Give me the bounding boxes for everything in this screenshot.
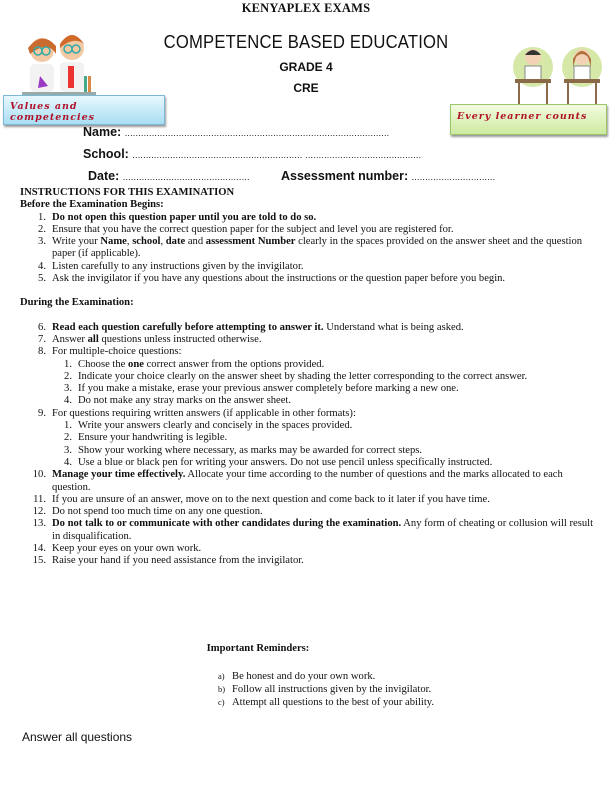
item-text-bold: Read each question carefully before attempting to answer it. [52, 321, 324, 333]
item-text [52, 518, 600, 543]
item-text-bold: date [165, 236, 186, 248]
reminder-text: Be honest and do your own work. [232, 671, 376, 682]
item-number: 3. [38, 236, 46, 248]
assessment-label: Assessment number: [281, 169, 409, 183]
item-text-bold: assessment Number [205, 236, 296, 248]
before-exam-list [20, 212, 600, 286]
assessment-number-field[interactable] [281, 169, 495, 183]
item-text [78, 395, 600, 407]
reminders-list [218, 670, 434, 709]
instruction-item [20, 469, 600, 494]
item-text-bold: Name [100, 236, 127, 248]
school-field[interactable] [83, 147, 421, 161]
item-text-segment: correct answer from the options provided. [143, 358, 325, 370]
item-text [52, 322, 600, 334]
item-text [78, 432, 600, 444]
item-number: 4. [38, 260, 46, 272]
item-text-segment: Do not make any stray marks on the answer sheet. [78, 395, 291, 407]
item-text-segment: Keep your eyes on your own work. [52, 543, 202, 555]
item-text [52, 236, 600, 261]
item-text-segment: Do not spend too much time on any one question. [52, 506, 263, 518]
item-text-segment: Ensure your handwriting is legible. [78, 432, 228, 444]
item-number: 1. [64, 420, 72, 432]
item-number: 13. [32, 518, 46, 530]
item-number: 2. [64, 432, 72, 444]
item-text [52, 494, 600, 506]
reminder-letter: a) [218, 671, 225, 681]
item-text-segment: questions unless instructed otherwise. [98, 333, 262, 345]
item-text-segment: Show your working where necessary, as marks may be awarded for correct steps. [78, 444, 423, 456]
instruction-item [20, 555, 600, 567]
item-text-segment: If you make a mistake, erase your previous answer completely before marking a new one. [78, 383, 459, 395]
reminder-item [218, 670, 434, 683]
item-number: 1. [38, 211, 46, 223]
grade-label: GRADE 4 [279, 60, 333, 74]
item-text-segment: Ensure that you have the correct question paper for the subject and level you are registered for. [52, 223, 454, 235]
sub-instruction-item [20, 371, 600, 383]
item-text [52, 261, 600, 273]
instruction-item [20, 212, 600, 224]
item-number: 7. [38, 333, 46, 345]
item-text [52, 212, 600, 224]
reminder-item [218, 683, 434, 696]
during-exam-list [20, 322, 600, 568]
item-text-segment: , [126, 236, 133, 248]
sub-instruction-item [20, 457, 600, 469]
date-blank: ............................................... [122, 172, 250, 182]
instruction-item [20, 236, 600, 261]
item-text [52, 543, 600, 555]
item-number: 2. [38, 223, 46, 235]
brand-heading: KENYAPLEX EXAMS [241, 1, 371, 15]
item-text-segment: Answer [52, 333, 88, 345]
subject-label: CRE [293, 81, 319, 95]
item-text [52, 224, 600, 236]
instruction-item [20, 543, 600, 555]
assessment-blank: ............................... [411, 172, 496, 182]
instruction-item [20, 346, 600, 358]
page-title: COMPETENCE BASED EDUCATION [163, 31, 449, 52]
item-number: 3. [64, 383, 72, 395]
sub-instruction-item [20, 445, 600, 457]
instructions-section [20, 187, 600, 568]
item-text [52, 273, 600, 285]
item-text [78, 371, 600, 383]
item-text [52, 408, 600, 420]
during-exam-heading: During the Examination: [20, 297, 134, 309]
item-text [78, 383, 600, 395]
item-text [78, 420, 600, 432]
item-text [52, 346, 600, 358]
item-text-segment: Write your [52, 236, 101, 248]
item-text-segment: Any form of cheating or collusion will result in disqualification. [52, 518, 594, 542]
item-text-bold: Do not talk to or communicate with other candidates during the examination. [52, 518, 402, 530]
item-text-segment: Indicate your choice clearly on the answer sheet by shading the letter corresponding to the correct answer. [78, 370, 528, 382]
item-number: 10. [32, 469, 46, 481]
item-text-segment: For multiple-choice questions: [52, 346, 182, 358]
reminder-item [218, 696, 434, 709]
students-at-desks-illustration [510, 45, 605, 107]
item-text-segment: and [185, 236, 206, 248]
values-badge: Values and competencies [3, 95, 165, 125]
sub-instruction-item [20, 420, 600, 432]
item-text-segment: Raise your hand if you need assistance from the invigilator. [52, 555, 304, 567]
item-text-bold: Do not open this question paper until you are told to do so. [52, 211, 317, 223]
item-text-segment: clearly in the spaces provided on the answer sheet and the question paper (if applicable). [52, 236, 583, 260]
name-label: Name: [83, 125, 122, 139]
sub-instruction-item [20, 383, 600, 395]
name-blank: .................................................................................................. [124, 128, 390, 138]
item-number: 15. [32, 555, 46, 567]
instruction-item [20, 273, 600, 285]
item-text-segment: Write your answers clearly and concisely in the spaces provided. [78, 420, 353, 432]
item-text-segment: If you are unsure of an answer, move on to the next question and come back to it later if you have time. [52, 493, 490, 505]
reminder-letter: b) [218, 684, 226, 694]
item-number: 14. [32, 543, 46, 555]
item-text [52, 469, 600, 494]
instruction-item [20, 334, 600, 346]
item-number: 4. [64, 456, 72, 468]
date-field[interactable] [88, 169, 250, 183]
instruction-item [20, 518, 600, 543]
item-text-segment: For questions requiring written answers (if applicable in other formats): [52, 407, 356, 419]
instruction-item [20, 408, 600, 420]
item-text [52, 555, 600, 567]
item-text-segment: Understand what is being asked. [323, 321, 464, 333]
item-text-bold: all [87, 333, 99, 345]
school-label: School: [83, 147, 129, 161]
school-blank: ............................................................... ........................................... [132, 150, 422, 160]
reminder-text: Attempt all questions to the best of your ability. [232, 697, 435, 708]
instructions-heading: INSTRUCTIONS FOR THIS EXAMINATION [20, 187, 235, 198]
item-text-bold: Manage your time effectively. [52, 469, 186, 481]
item-number: 2. [64, 370, 72, 382]
item-number: 12. [32, 506, 46, 518]
item-number: 5. [38, 273, 46, 285]
sub-instruction-item [20, 395, 600, 407]
item-number: 4. [64, 395, 72, 407]
learner-badge: Every learner counts [450, 104, 607, 135]
item-text-segment: Use a blue or black pen for writing your answers. Do not use pencil unless specifically instructed. [78, 456, 493, 468]
name-field[interactable] [83, 125, 389, 139]
reminder-text: Follow all instructions given by the invigilator. [232, 684, 432, 695]
item-text-bold: one [128, 358, 144, 370]
reminder-letter: c) [218, 697, 225, 707]
item-text [52, 506, 600, 518]
item-text-segment: Choose the [78, 358, 129, 370]
instruction-item [20, 224, 600, 236]
item-text-segment: Allocate your time according to the number of questions and the marks allocated to each question. [52, 469, 563, 493]
item-text-segment: Ask the invigilator if you have any questions about the instructions or the question paper before you begin. [52, 273, 506, 285]
instruction-item [20, 494, 600, 506]
item-text [78, 445, 600, 457]
sub-instruction-item [20, 432, 600, 444]
item-number: 11. [33, 493, 46, 505]
instruction-item [20, 506, 600, 518]
item-text [78, 359, 600, 371]
item-text-segment: Listen carefully to any instructions given by the invigilator. [52, 260, 304, 272]
item-text [78, 457, 600, 469]
date-label: Date: [88, 169, 120, 183]
sub-instruction-item [20, 359, 600, 371]
item-text [52, 334, 600, 346]
item-number: 9. [38, 407, 46, 419]
item-number: 6. [38, 321, 46, 333]
before-exam-heading: Before the Examination Begins: [20, 199, 164, 211]
reminders-heading: Important Reminders: [206, 643, 310, 654]
item-number: 8. [38, 346, 46, 358]
item-number: 1. [64, 358, 72, 370]
item-text-segment: , [160, 236, 166, 248]
instruction-item [20, 261, 600, 273]
instruction-item [20, 322, 600, 334]
item-number: 3. [64, 444, 72, 456]
item-text-bold: school [132, 236, 161, 248]
answer-all-instruction: Answer all questions [22, 730, 133, 744]
